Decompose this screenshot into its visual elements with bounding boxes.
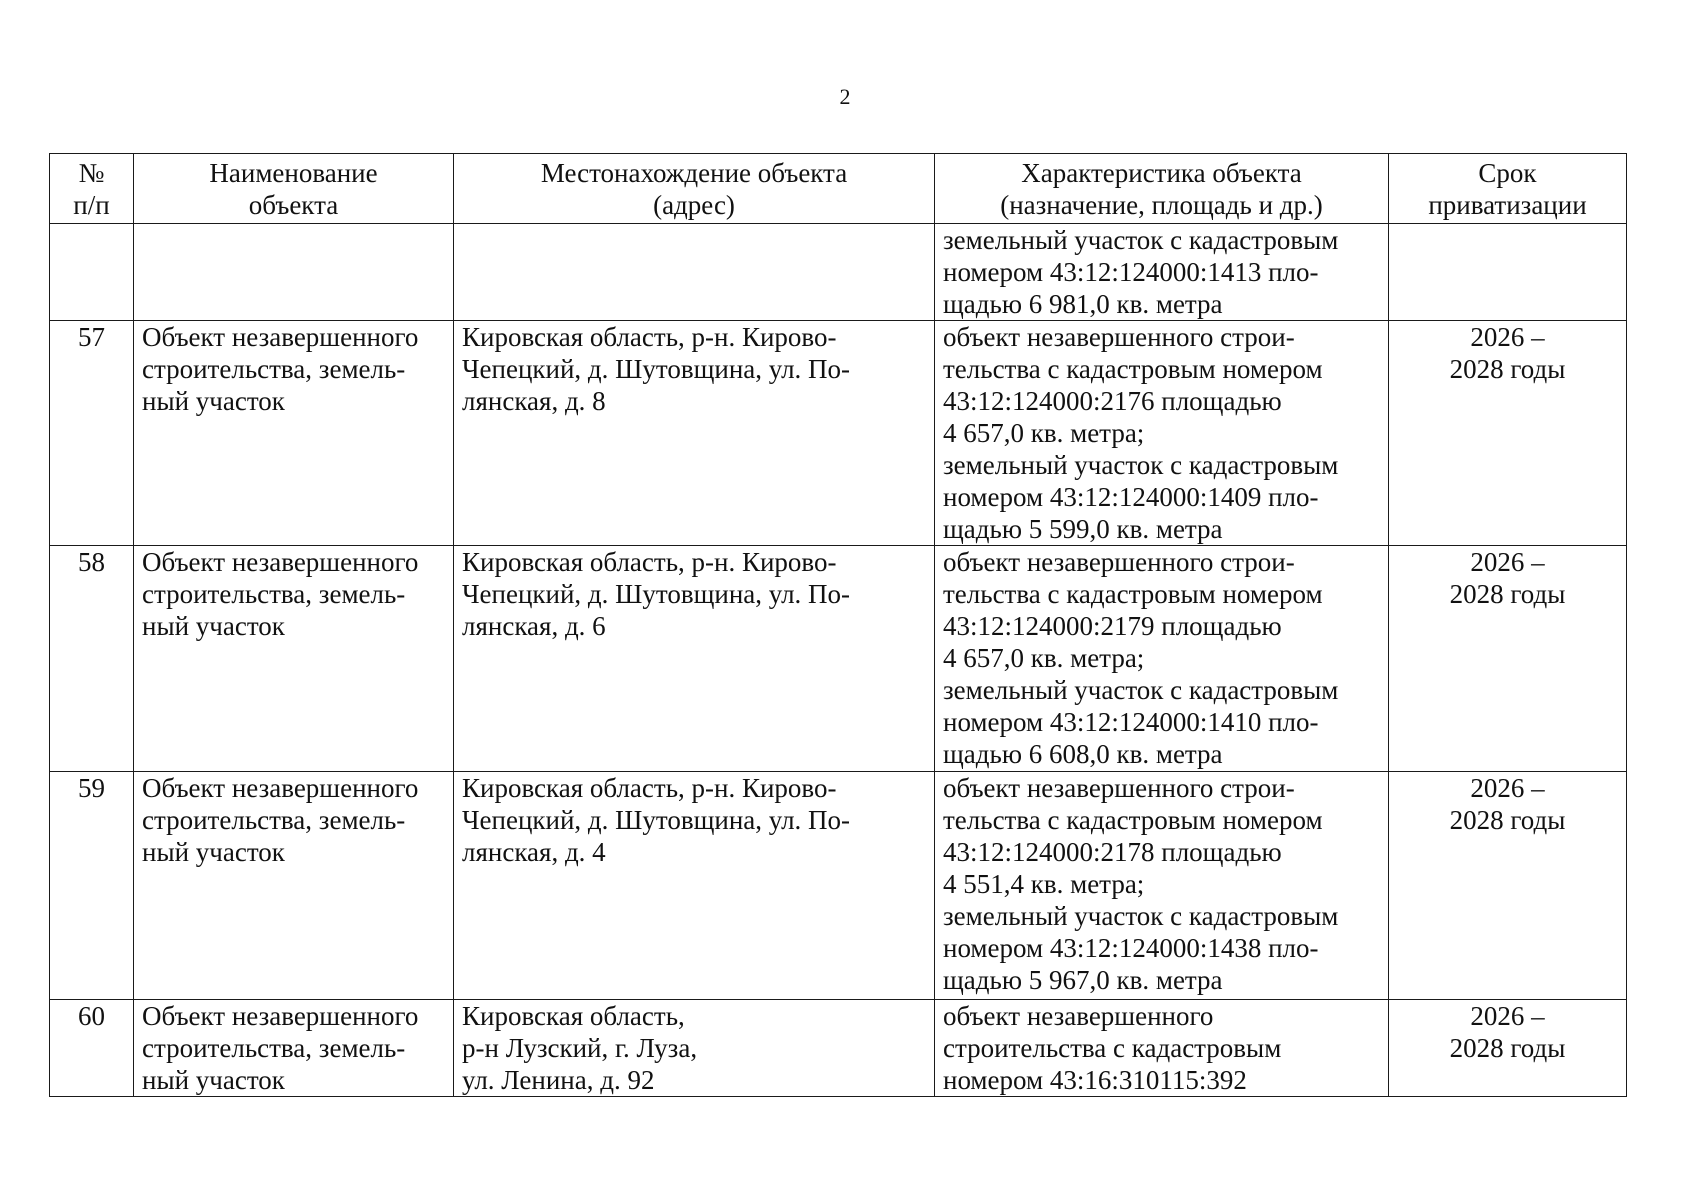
privatization-table: [49, 153, 1627, 1097]
cell-address: Кировская область, р-н Лузский, г. Луза, ул. Ленина, д. 92: [454, 1000, 935, 1097]
cell-address: Кировская область, р-н. Кирово- Чепецкий, д. Шутовщина, ул. По- лянская, д. 8: [454, 321, 935, 546]
cell-characteristics: объект незавершенного строи- тельства с кадастровым номером 43:12:124000:2176 площадью 4 657,0 кв. метра; земельный участок с кадастровым номером 43:12:124000:1409 пло- щадью 5 599,0 кв. метра: [935, 321, 1389, 546]
table-row: [50, 1000, 1627, 1097]
table-row-continuation: [50, 224, 1627, 321]
cell-term: 2026 – 2028 годы: [1389, 321, 1627, 546]
cell-term: 2026 – 2028 годы: [1389, 1000, 1627, 1097]
table-row: [50, 546, 1627, 772]
header-name: Наименование объекта: [134, 154, 454, 224]
cell-number: 57: [50, 321, 134, 546]
cell-name: Объект незавершенного строительства, земель- ный участок: [134, 546, 454, 772]
cell-address: Кировская область, р-н. Кирово- Чепецкий, д. Шутовщина, ул. По- лянская, д. 4: [454, 772, 935, 1000]
cell-name: Объект незавершенного строительства, земель- ный участок: [134, 1000, 454, 1097]
table-header-row: [50, 154, 1627, 224]
cell-term: [1389, 224, 1627, 321]
header-address: Местонахождение объекта (адрес): [454, 154, 935, 224]
cell-name: Объект незавершенного строительства, земель- ный участок: [134, 321, 454, 546]
header-term: Срок приватизации: [1389, 154, 1627, 224]
cell-number: [50, 224, 134, 321]
cell-characteristics: объект незавершенного строительства с кадастровым номером 43:16:310115:392: [935, 1000, 1389, 1097]
cell-term: 2026 – 2028 годы: [1389, 772, 1627, 1000]
cell-term: 2026 – 2028 годы: [1389, 546, 1627, 772]
cell-characteristics: объект незавершенного строи- тельства с кадастровым номером 43:12:124000:2179 площадью 4 657,0 кв. метра; земельный участок с кадастровым номером 43:12:124000:1410 пло- щадью 6 608,0 кв. метра: [935, 546, 1389, 772]
table-row: [50, 772, 1627, 1000]
cell-characteristics: объект незавершенного строи- тельства с кадастровым номером 43:12:124000:2178 площадью 4 551,4 кв. метра; земельный участок с кадастровым номером 43:12:124000:1438 пло- щадью 5 967,0 кв. метра: [935, 772, 1389, 1000]
cell-number: 58: [50, 546, 134, 772]
cell-name: [134, 224, 454, 321]
header-characteristics: Характеристика объекта (назначение, площадь и др.): [935, 154, 1389, 224]
cell-number: 59: [50, 772, 134, 1000]
cell-address: Кировская область, р-н. Кирово- Чепецкий, д. Шутовщина, ул. По- лянская, д. 6: [454, 546, 935, 772]
page-number: 2: [839, 84, 851, 109]
cell-name: Объект незавершенного строительства, земель- ный участок: [134, 772, 454, 1000]
cell-number: 60: [50, 1000, 134, 1097]
table-row: [50, 321, 1627, 546]
cell-address: [454, 224, 935, 321]
header-number: № п/п: [50, 154, 134, 224]
cell-characteristics: земельный участок с кадастровым номером 43:12:124000:1413 пло- щадью 6 981,0 кв. метра: [935, 224, 1389, 321]
